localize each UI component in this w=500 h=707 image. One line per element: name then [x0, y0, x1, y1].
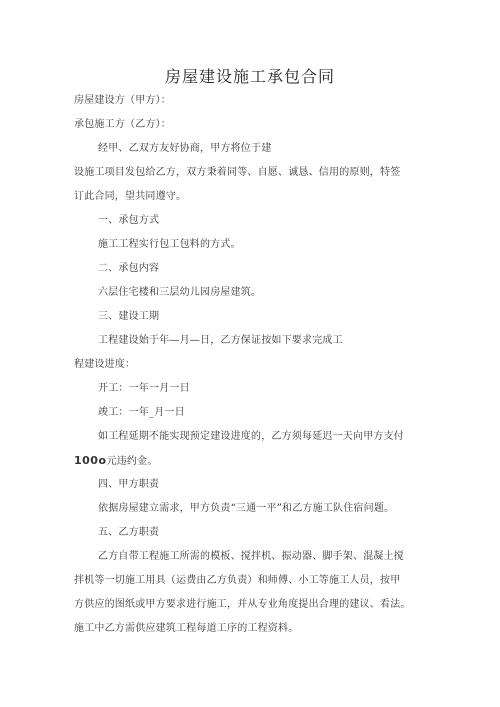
- section-3-heading: 三、建设工期: [98, 311, 160, 322]
- penalty-suffix: 元违约金。: [106, 456, 158, 467]
- section-5-body-line-2: 拌机等一切施工用具（运费由乙方负责）和师傅、小工等施工人员，按甲: [74, 575, 401, 586]
- section-5-body-line-4: 施工中乙方需供应建筑工程每道工序的工程资料。: [74, 623, 299, 634]
- section-5-heading: 五、乙方职责: [98, 527, 160, 538]
- section-3-body-line-1: 工程建设始于年—月—日，乙方保证按如下要求完成工: [98, 335, 343, 346]
- section-2-body: 六层住宅楼和三层幼儿园房屋建筑。: [98, 287, 262, 298]
- section-1-body: 施工工程实行包工包料的方式。: [98, 239, 241, 250]
- section-2-heading: 二、承包内容: [98, 263, 160, 274]
- section-5-body-line-3: 方供应的图纸或甲方要求进行施工，并从专业角度提出合理的建议、看法。: [74, 599, 411, 610]
- party-a-line: 房屋建设方（甲方）：: [74, 95, 171, 106]
- section-1-heading: 一、承包方式: [98, 215, 160, 226]
- section-4-body: 依据房屋建立需求，甲方负责“三通一平”和乙方施工队住宿问题。: [98, 503, 395, 514]
- penalty-line-2: [74, 454, 158, 469]
- document-title: 房屋建设施工承包合同: [164, 67, 335, 86]
- section-4-heading: 四、甲方职责: [98, 479, 160, 490]
- penalty-line-1: 如工程延期不能实现预定建设进度的，乙方须每延迟一天向甲方支付: [98, 431, 404, 442]
- party-b-line: 承包施工方（乙方）：: [74, 119, 171, 130]
- intro-line-2: 设施工项目发包给乙方，双方秉着同等、自愿、诚恳、信用的原则，特签: [74, 167, 401, 178]
- end-date-line: 竣工：一年_月一日: [98, 407, 185, 418]
- section-5-body-line-1: 乙方自带工程施工所需的模板、搅拌机、振动器、脚手架、混凝土搅: [98, 551, 404, 562]
- intro-line-3: 订此合同，望共同遵守。: [74, 191, 187, 202]
- intro-line-1: 经甲、乙双方友好协商，甲方将位于建: [98, 143, 272, 154]
- penalty-amount: 100o: [74, 454, 107, 467]
- start-date-line: 开工：一年一月一日: [98, 383, 190, 394]
- section-3-body-line-2: 程建设进度：: [74, 359, 136, 370]
